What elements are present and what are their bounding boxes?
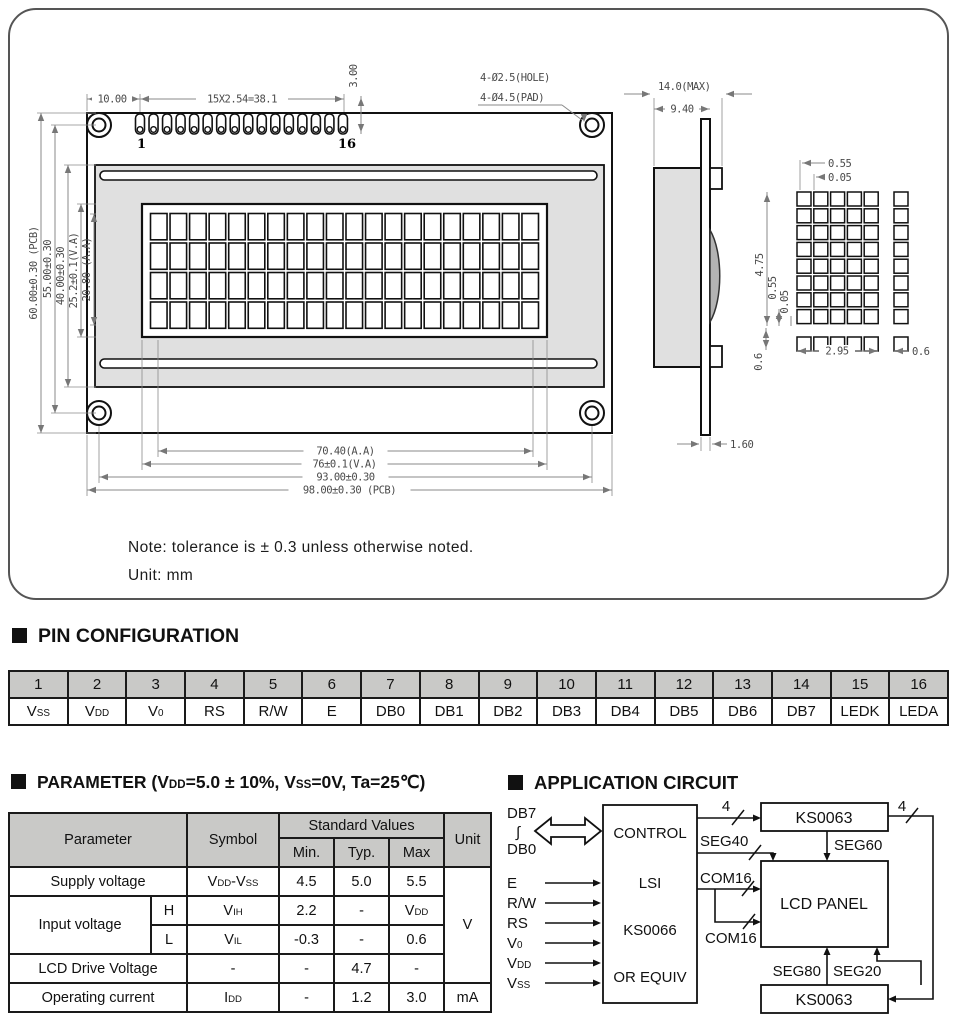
cob-bulge bbox=[710, 230, 720, 322]
parameter-header-row-1 bbox=[9, 813, 491, 838]
bezel-tab-bottom bbox=[710, 346, 722, 367]
dim-label: 0.55 bbox=[767, 276, 779, 300]
seg60-label: SEG60 bbox=[834, 837, 883, 854]
pin-name: LEDK bbox=[831, 698, 890, 725]
ks0063-top-label: KS0063 bbox=[795, 810, 853, 827]
param-min: - bbox=[279, 954, 334, 983]
param-max: 0.6 bbox=[389, 925, 444, 954]
parameter-heading bbox=[11, 772, 425, 793]
dim-label: 14.0(MAX) bbox=[658, 81, 711, 93]
dim-label: 93.00±0.30 bbox=[316, 471, 375, 484]
param-name: Operating current bbox=[9, 983, 187, 1012]
dim-label: 4.75 bbox=[754, 253, 766, 277]
row-supply-voltage bbox=[9, 867, 491, 896]
dim-label: 76±0.1(V.A) bbox=[312, 458, 377, 471]
param-typ: 1.2 bbox=[334, 983, 389, 1012]
pin-name: DB5 bbox=[655, 698, 714, 725]
param-min: -0.3 bbox=[279, 925, 334, 954]
side-view bbox=[654, 119, 722, 435]
param-name: Supply voltage bbox=[9, 867, 187, 896]
ks0063-bottom-label: KS0063 bbox=[795, 992, 853, 1009]
bus-width-4-left: 4 bbox=[721, 798, 731, 815]
pin-name: DB6 bbox=[713, 698, 772, 725]
row-input-voltage-h bbox=[9, 896, 491, 925]
pin-number: 12 bbox=[655, 671, 714, 698]
pin-16-label: 16 bbox=[338, 137, 357, 152]
pin-number: 8 bbox=[420, 671, 479, 698]
dim-label: 40.00±0.30 bbox=[55, 246, 67, 306]
dot-matrix-detail bbox=[797, 192, 908, 351]
dim-label: 20.80 (A.A) bbox=[81, 237, 93, 302]
seg40-label: SEG40 bbox=[700, 833, 749, 850]
pin-number: 9 bbox=[479, 671, 538, 698]
bezel-top-slot bbox=[100, 171, 597, 180]
dim-label: 9.40 bbox=[670, 103, 694, 116]
param-level: L bbox=[151, 925, 187, 954]
signal-arrowheads bbox=[593, 880, 601, 987]
param-max: 3.0 bbox=[389, 983, 444, 1012]
note-line-2: Unit: mm bbox=[128, 566, 194, 584]
pin-number: 5 bbox=[244, 671, 303, 698]
pin-name-row bbox=[9, 698, 948, 725]
pin-number: 7 bbox=[361, 671, 420, 698]
dim-label: 0.55 bbox=[828, 158, 852, 170]
col-parameter: Parameter bbox=[9, 813, 187, 867]
com16-bottom-label: COM16 bbox=[705, 930, 757, 947]
param-symbol: VIL bbox=[187, 925, 279, 954]
ks0066-label: KS0066 bbox=[623, 922, 677, 939]
pin-name: DB3 bbox=[537, 698, 596, 725]
param-typ: 4.7 bbox=[334, 954, 389, 983]
pin-name: DB1 bbox=[420, 698, 479, 725]
col-typ: Typ. bbox=[334, 838, 389, 867]
dim-label: 60.00±0.30 (PCB) bbox=[28, 226, 40, 320]
seg20-label: SEG20 bbox=[833, 963, 882, 980]
dim-label: 3.00 bbox=[348, 64, 360, 88]
lcd-panel-label: LCD PANEL bbox=[780, 896, 868, 913]
bus-width-4-right: 4 bbox=[897, 798, 907, 815]
pin-number: 13 bbox=[713, 671, 772, 698]
pin-name: DB7 bbox=[772, 698, 831, 725]
param-symbol: VIH bbox=[187, 896, 279, 925]
signal-db0: DB0 bbox=[507, 841, 537, 858]
param-typ: - bbox=[334, 925, 389, 954]
application-circuit-heading bbox=[508, 772, 738, 794]
param-min: 2.2 bbox=[279, 896, 334, 925]
col-standard-values: Standard Values bbox=[279, 813, 444, 838]
col-max: Max bbox=[389, 838, 444, 867]
col-symbol: Symbol bbox=[187, 813, 279, 867]
section-square-icon bbox=[12, 628, 27, 643]
dim-label: 0.6 bbox=[753, 353, 765, 371]
pin-number: 2 bbox=[68, 671, 127, 698]
dim-label: 0.05 bbox=[828, 172, 852, 184]
param-max: - bbox=[389, 954, 444, 983]
param-symbol: IDD bbox=[187, 983, 279, 1012]
param-symbol: VDD-VSS bbox=[187, 867, 279, 896]
section-square-icon bbox=[508, 775, 523, 790]
signal-v0: V0 bbox=[507, 935, 523, 952]
pin-number: 16 bbox=[889, 671, 948, 698]
pin-number: 6 bbox=[302, 671, 361, 698]
pin-name: R/W bbox=[244, 698, 303, 725]
pin-name: DB4 bbox=[596, 698, 655, 725]
signal-e: E bbox=[507, 875, 518, 892]
pin-configuration-table bbox=[8, 670, 949, 726]
bezel-tab-top bbox=[710, 168, 722, 189]
dim-label: 0.05 bbox=[779, 290, 791, 314]
param-name: LCD Drive Voltage bbox=[9, 954, 187, 983]
application-circuit-diagram bbox=[505, 795, 957, 1024]
pin-name: VSS bbox=[9, 698, 68, 725]
application-circuit-title: APPLICATION CIRCUIT bbox=[534, 772, 739, 793]
tolerance-note bbox=[128, 534, 474, 590]
pin-number: 14 bbox=[772, 671, 831, 698]
mechanical-drawing bbox=[10, 10, 947, 598]
row-lcd-drive-voltage bbox=[9, 954, 491, 983]
pin-name: RS bbox=[185, 698, 244, 725]
param-name: Input voltage bbox=[9, 896, 151, 954]
param-max: VDD bbox=[389, 896, 444, 925]
signal-rs: RS bbox=[507, 915, 528, 932]
param-min: - bbox=[279, 983, 334, 1012]
signal-rw: R/W bbox=[507, 895, 537, 912]
dim-label: 10.00 bbox=[97, 93, 127, 106]
row-operating-current bbox=[9, 983, 491, 1012]
param-level: H bbox=[151, 896, 187, 925]
param-max: 5.5 bbox=[389, 867, 444, 896]
bezel-bottom-slot bbox=[100, 359, 597, 368]
control-label: CONTROL bbox=[613, 825, 687, 842]
pin-1-label: 1 bbox=[137, 137, 147, 152]
param-min: 4.5 bbox=[279, 867, 334, 896]
parameter-title: PARAMETER (VDD=5.0 ± 10%, VSS=0V, Ta=25℃) bbox=[37, 772, 426, 792]
parameter-table bbox=[8, 812, 492, 1013]
pin-name: E bbox=[302, 698, 361, 725]
pin-name: V0 bbox=[126, 698, 185, 725]
param-typ: 5.0 bbox=[334, 867, 389, 896]
dim-label: 0.6 bbox=[912, 346, 930, 358]
pin-configuration-title: PIN CONFIGURATION bbox=[38, 625, 240, 647]
signal-vdd: VDD bbox=[507, 955, 532, 972]
dim-label: 70.40(A.A) bbox=[316, 445, 375, 458]
or-equiv-label: OR EQUIV bbox=[613, 969, 687, 986]
dim-label: 1.60 bbox=[730, 439, 754, 451]
col-min: Min. bbox=[279, 838, 334, 867]
col-unit: Unit bbox=[444, 813, 491, 867]
signal-db7: DB7 bbox=[507, 805, 537, 822]
pin-number: 1 bbox=[9, 671, 68, 698]
seg80-label: SEG80 bbox=[772, 963, 821, 980]
pin-name: DB2 bbox=[479, 698, 538, 725]
dim-label: 55.00±0.30 bbox=[42, 239, 54, 299]
pin-number: 11 bbox=[596, 671, 655, 698]
pin-number: 15 bbox=[831, 671, 890, 698]
pin-name: DB0 bbox=[361, 698, 420, 725]
com16-top-label: COM16 bbox=[700, 870, 752, 887]
signal-vss: VSS bbox=[507, 975, 531, 992]
signal-arrow-lines bbox=[545, 883, 595, 983]
bus-squiggle-icon: ∫ bbox=[516, 824, 521, 841]
dim-label: 2.95 bbox=[825, 345, 849, 358]
lcd-block-side bbox=[654, 168, 701, 367]
bidirectional-bus-arrow-icon bbox=[535, 818, 601, 844]
param-unit-ma: mA bbox=[444, 983, 491, 1012]
dim-label: 25.2±0.1(V.A) bbox=[68, 232, 80, 309]
dim-label: 98.00±0.30 (PCB) bbox=[302, 484, 397, 497]
control-signals bbox=[507, 875, 601, 992]
dim-label: 4-Ø4.5(PAD) bbox=[480, 92, 545, 104]
param-symbol: - bbox=[187, 954, 279, 983]
drawing-frame bbox=[8, 8, 949, 600]
pin-number: 4 bbox=[185, 671, 244, 698]
dim-label: 4-Ø2.5(HOLE) bbox=[480, 72, 550, 84]
param-typ: - bbox=[334, 896, 389, 925]
pin-name: VDD bbox=[68, 698, 127, 725]
pin-number-row bbox=[9, 671, 948, 698]
param-unit-v: V bbox=[444, 867, 491, 983]
dim-label: 15X2.54=38.1 bbox=[207, 93, 277, 106]
pin-name: LEDA bbox=[889, 698, 948, 725]
pin-number: 3 bbox=[126, 671, 185, 698]
pcb-side bbox=[701, 119, 710, 435]
note-line-1: Note: tolerance is ± 0.3 unless otherwise noted. bbox=[128, 539, 474, 556]
section-square-icon bbox=[11, 774, 26, 789]
lsi-label: LSI bbox=[638, 875, 662, 892]
pin-number: 10 bbox=[537, 671, 596, 698]
pin-configuration-heading bbox=[12, 625, 239, 648]
